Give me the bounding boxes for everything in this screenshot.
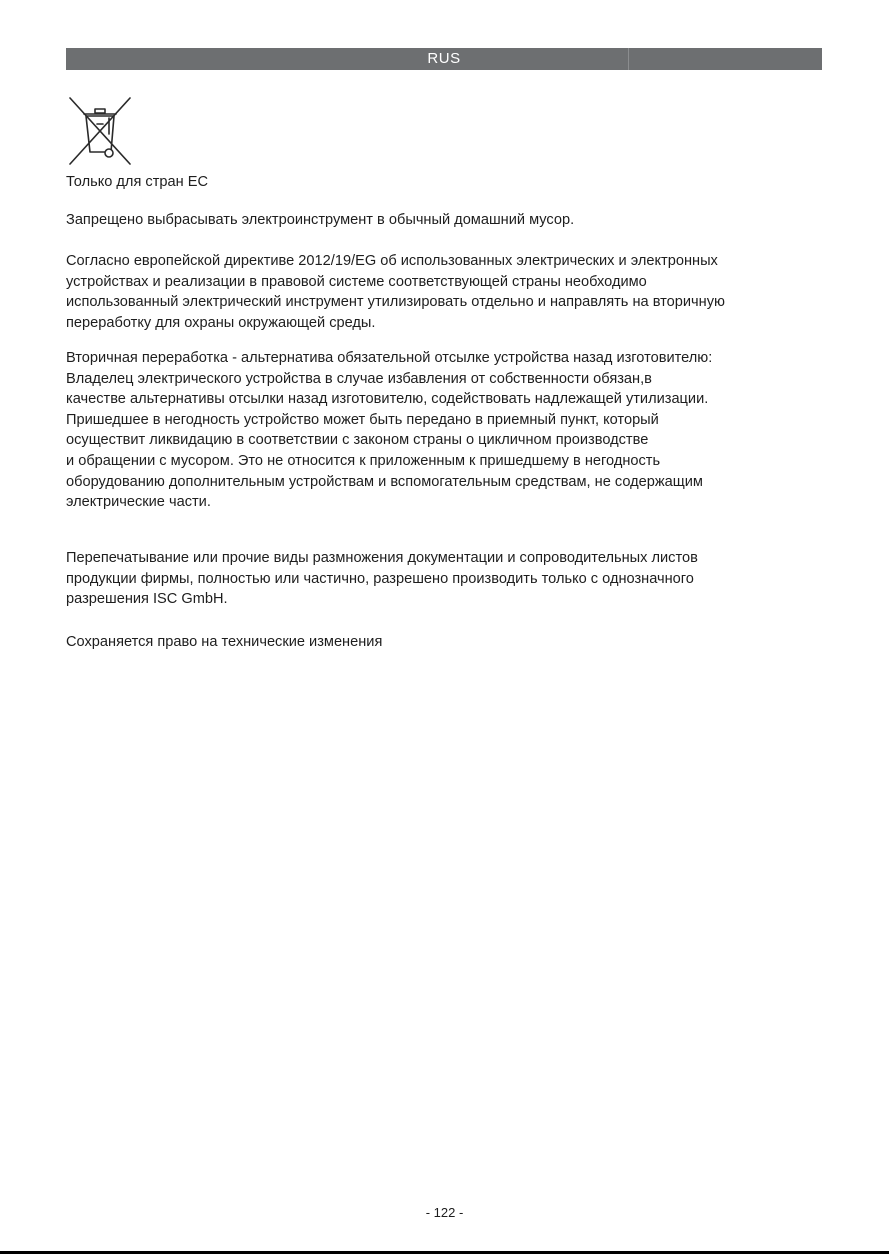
paragraph-line: продукции фирмы, полностью или частично, разрешено производить только с однозначного (66, 570, 694, 587)
eu-only-note: Только для стран ЕС (66, 174, 208, 190)
directive-paragraph (66, 251, 826, 333)
language-label: RUS (427, 50, 461, 67)
recycling-paragraph (66, 348, 826, 513)
paragraph-line: Пришедшее в негодность устройство может быть передано в приемный пункт, который (66, 411, 659, 428)
paragraph-line: и обращении с мусором. Это не относится к приложенным к пришедшему в негодность (66, 452, 661, 469)
technical-changes-note: Сохраняется право на технические изменения (66, 634, 383, 650)
language-header-bar (66, 48, 822, 70)
header-divider (628, 48, 629, 70)
reprint-paragraph (66, 548, 826, 610)
disposal-prohibition: Запрещено выбрасывать электроинструмент в обычный домашний мусор. (66, 212, 575, 228)
paragraph-line: Перепечатывание или прочие виды размножения документации и сопроводительных листов (66, 550, 698, 566)
page-number: - 122 - (425, 1205, 464, 1220)
crossed-out-wheelie-bin-icon (66, 94, 134, 166)
paragraph-line: Вторичная переработка - альтернатива обязательной отсылке устройства назад изготовителю: (66, 350, 713, 366)
paragraph-line: разрешения ISC GmbH. (66, 591, 228, 608)
paragraph-line: оборудованию дополнительным устройствам и вспомогательным средствам, не содержащим (66, 473, 703, 490)
paragraph-line: электрические части. (66, 494, 211, 511)
paragraph-line: использованный электрический инструмент утилизировать отдельно и направлять на вторичную (66, 294, 725, 311)
paragraph-line: качестве альтернативы отсылки назад изготовителю, содействовать надлежащей утилизации. (66, 391, 709, 408)
paragraph-line: осуществит ликвидацию в соответствии с законом страны о цикличном производстве (66, 432, 649, 449)
paragraph-line: переработку для охраны окружающей среды. (66, 314, 376, 331)
paragraph-line: Владелец электрического устройства в случае избавления от собственности обязан,в (66, 370, 652, 387)
paragraph-line: Согласно европейской директиве 2012/19/EG об использованных электрических и электронных (66, 253, 718, 269)
paragraph-line: устройствах и реализации в правовой системе соответствующей страны необходимо (66, 273, 647, 290)
